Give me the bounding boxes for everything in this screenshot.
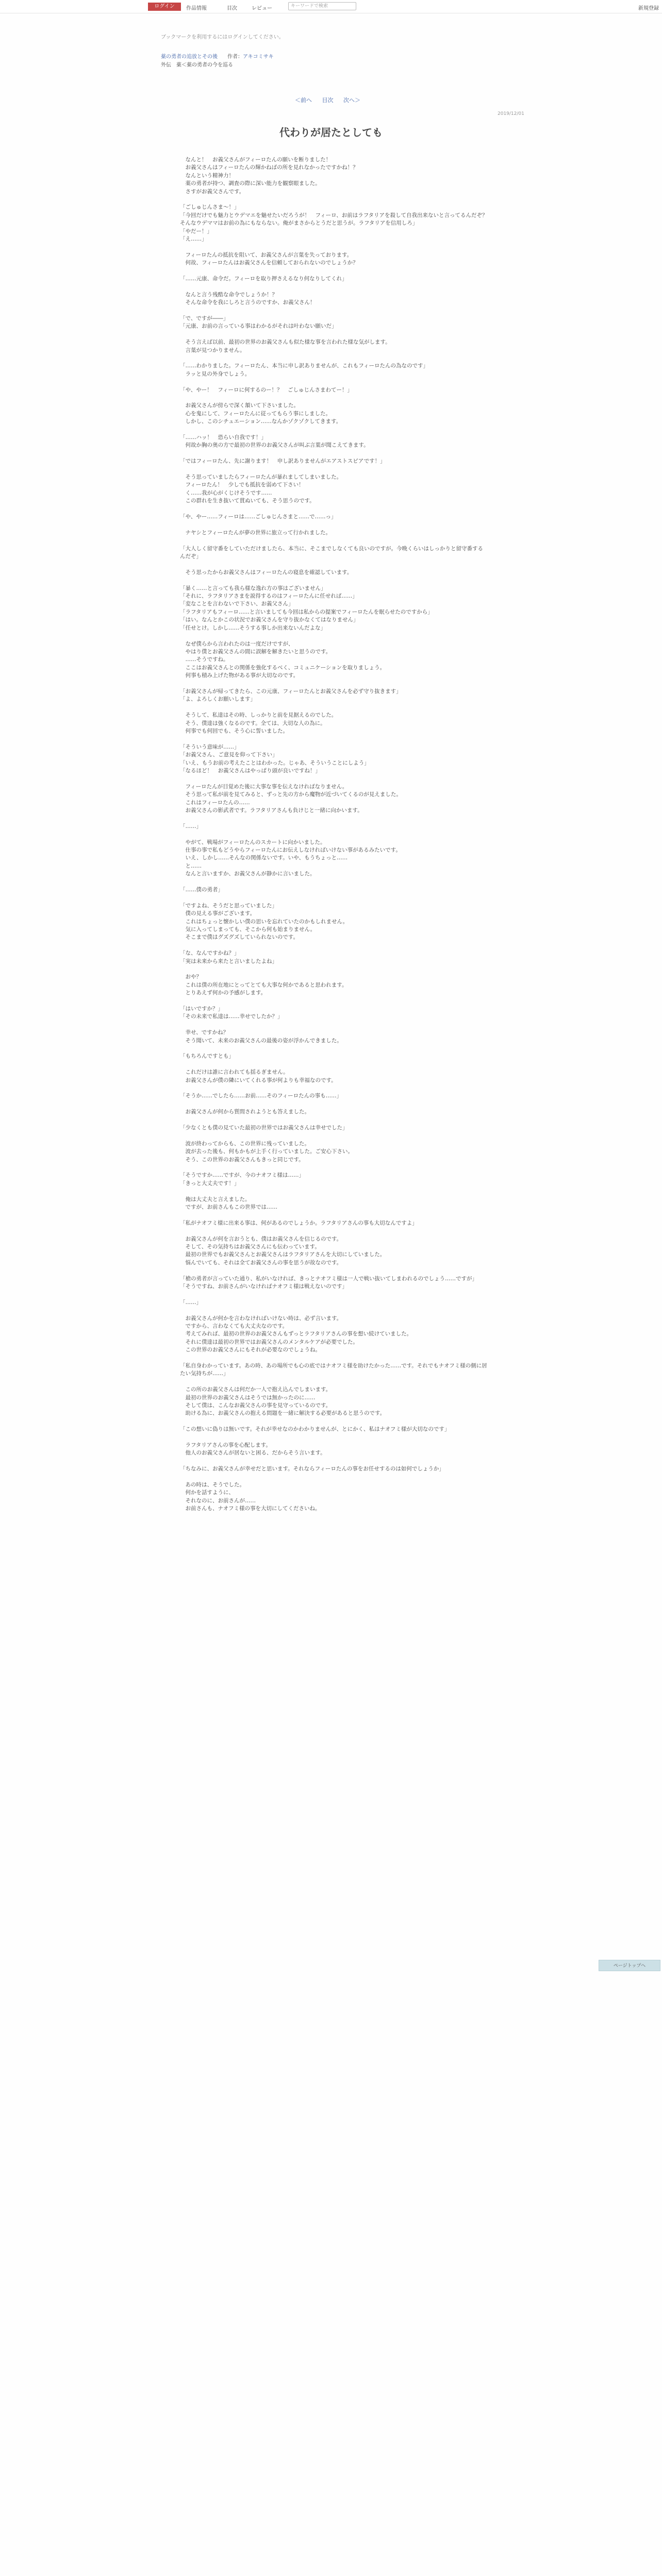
author-block bbox=[227, 54, 274, 61]
nav-item-work-info[interactable]: 作品情報 bbox=[186, 6, 207, 11]
story-paragraph: 「……僕の勇者」 bbox=[180, 886, 223, 893]
top-navigation-bar bbox=[0, 0, 662, 13]
story-paragraph: 「……わかりました。フィーロたん、本当に申し訳ありませんが、これもフィーロたんの為なのです」 ラッと見の外身でしょう。 bbox=[180, 363, 428, 377]
story-paragraph: 「お義父さんが帰ってきたら、この元康、フィーロたんとお義父さんを必ず守り抜きます」 「よ、よろしくお願いします」 bbox=[180, 688, 402, 703]
story-paragraph: 「そうですか……ですが、今のナオフミ様は……」 「きっと大丈夫です！」 bbox=[180, 1172, 304, 1187]
nav-item-reviews[interactable]: レビュー bbox=[252, 6, 272, 11]
story-paragraph: フィーロたんが目覚めた後に大事な事を伝えなければなりません。 そう思って私が前を見てみると、ずっと先の方から魔物が近づいてくるのが見えました。 これはフィーロたんの…… お義父さんの影武者です。ラフタリアさんも負けじと一緒に向かいます。 bbox=[185, 783, 402, 814]
story-paragraph: 「ごしゅじんさま～！」 「今回だけでも魅力とウデマエを魅せたいだろうが！ フィーロ、お前はラフタリアを殺して自我出来ないと言ってるんだぞ？ そんなウデママはお前の為にもならない。俺がまさからとうだと思うが。ラフタリアを信用しろ」 「やだー！」 「え……」 bbox=[180, 204, 488, 243]
story-paragraph: 「はいですか？」 「その未来で私達は……幸せでしたか？」 bbox=[180, 1006, 283, 1020]
story-paragraph: あの時は、そうでした。 何かを話すように、 それなのに、お前さんが…… お前さんも、ナオフミ様の事を大切にしてくださいね。 bbox=[185, 1482, 321, 1512]
series-title-link[interactable]: 薬の勇者の追放とその後 bbox=[161, 54, 218, 60]
story-paragraph: 波が終わってからも、この世界に残っていました。 波が去った後も、何もかもが上手く行っていました。ご安心下さい。 そう、この世界のお義父さんもきっと同じです。 bbox=[185, 1140, 353, 1163]
story-paragraph: 「や、やー！ フィーロに何するのー！？ ごしゅじんさまわてー！」 bbox=[180, 386, 353, 393]
prev-episode-link[interactable]: ＜前へ bbox=[295, 97, 312, 104]
next-episode-link[interactable]: 次へ＞ bbox=[343, 97, 360, 104]
story-body bbox=[180, 156, 488, 1521]
page-top-button[interactable]: ページトップへ bbox=[599, 1960, 660, 1971]
story-paragraph: そう思っていましたらフィーロたんが暴れましてしまいました。 フィーロたん！ 少しでも抵抗を弱めて下さい！ く……我が心がくじけそうです…… この群れを生き抜いて貫ぬいても、そう思うのです。 bbox=[185, 474, 342, 504]
story-paragraph: この所のお義父さんは何だか一人で抱え込んでしまいます。 最初の世界のお義父さんはそうでは無かったのに…… そして僕は、こんなお義父さんの事を見守っているのです。 助ける為に、お義父さんの抱える問題を一緒に解決する必要があると思うのです。 bbox=[185, 1386, 386, 1417]
story-paragraph: 「少なくとも僕の見ていた最初の世界ではお義父さんは幸せでした」 bbox=[180, 1125, 348, 1131]
story-paragraph: やがて、戦場がフィーロたんのスカートに向かいました。 仕事の事で私もどうやらフィーロたんにお伝えしなければいけない事があるみたいです。 いえ、しかし……そんなの関係ないです。いや、もうちょっと…… と…… なんと言いますか、お義父さんが静かに言いました。 bbox=[185, 839, 401, 877]
story-paragraph: 「や、やー……フィーロは……ごしゅじんさまと……で……っ」 bbox=[180, 514, 337, 520]
story-paragraph: なんと言う残酷な命令でしょうか！？ そんな命令を我にしろと言うのですか、お義父さん！ bbox=[185, 291, 316, 306]
author-label: 作者： bbox=[227, 54, 243, 60]
story-paragraph: お義父さんが何かを言わなければいけない時は、必ず言います。 ですから、言わなくても大丈夫なのです。 考えてみれば、最初の世界のお義父さんもずっとラフタリアさんの事を想い続けていました。 それに僕達は最初の世界ではお義父さんのメンタルケアが必要でした。 この世界のお義父さんにもそれが必要なのでしょうね。 bbox=[185, 1315, 412, 1353]
contents-link[interactable]: 目次 bbox=[322, 97, 334, 104]
story-paragraph: 「な、なんですかね？」 「実は未来から来たと言いましたよね」 bbox=[180, 950, 277, 964]
story-paragraph: 「この想いに偽りは無いです。それが幸せなのかわかりませんが、とにかく、私はナオフミ様が大切なのです」 bbox=[180, 1426, 450, 1433]
story-paragraph: 「もちろんですとも」 bbox=[180, 1053, 234, 1060]
bookmark-notice: ブックマークを利用するにはログインしてください。 bbox=[161, 35, 284, 40]
story-paragraph: 「……」 bbox=[180, 1299, 202, 1306]
chapter-name: 外伝 薬＜薬の勇者の今を巡る bbox=[161, 62, 233, 68]
story-paragraph: 「……」 bbox=[180, 823, 202, 829]
story-paragraph: 「槍の勇者が言っていた通り、私がいなければ、きっとナオフミ様は一人で戦い抜いてしまわれるのでしょう……ですが」 「そうですね、お前さんがいなければナオフミ様は戦えないのです」 bbox=[180, 1275, 477, 1290]
story-paragraph: 俺は大丈夫と言えました。 ですが、お前さんもこの世界では…… bbox=[185, 1196, 277, 1211]
story-paragraph: おや？ これは僕の所在地にとってとても大事な何かであると思われます。 とりあえず何かの予感がします。 bbox=[185, 974, 347, 996]
login-button[interactable]: ログイン bbox=[148, 3, 181, 11]
story-paragraph: なぜ僕らから言われたのは一度だけですが、 やはり僕とお義父さんの間に誤解を解きたいと思うのです。 ……そうですね。 ここはお義父さんとの関係を強化するべく、コミュニケーションを取りましょう。 何事も積み上げた物がある事が大切なのです。 bbox=[185, 640, 386, 679]
story-paragraph: そう言えば以前、最初の世界のお義父さんも似た様な事を言われた様な気がします。 言葉が見つかりません。 bbox=[185, 339, 391, 353]
story-paragraph: 「私がナオフミ様に出来る事は、何があるのでしょうか。ラフタリアさんの事も大切なんですよ」 bbox=[180, 1219, 418, 1226]
story-paragraph: 「そういう意味が……」 「お義父さん、ご意見を仰って下さい」 「いえ、もうお前の考えたことはわかった。じゃあ、そういうことにしよう」 「なるほど！ お義父さんはやっぱり頭が良いですね！」 bbox=[180, 743, 370, 774]
story-paragraph: なんと！ お義父さんがフィーロたんの願いを断りました！ お義父さんはフィーロたんの輝かねばの所を見れなかったですかね！？ なんという精神力！ 薬の勇者が持つ、調査の際に深い能力を観察眼ました。 さすがお義父さんです。 bbox=[185, 157, 358, 195]
story-paragraph: お義父さんが何から質問されようとも答えました。 bbox=[180, 1109, 310, 1115]
story-paragraph: そうして、私達はその時、しっかりと前を見据えるのでした。 そう、僕達は強くなるのです。全ては、大切な人の為に。 何事でも何回でも、そう心に誓いました。 bbox=[185, 712, 337, 734]
nav-item-contents[interactable]: 目次 bbox=[227, 6, 237, 11]
story-paragraph: ラフタリアさんの事を心配します。 他人のお義父さんが居ないと困る、だからそう言います。 bbox=[185, 1442, 326, 1456]
story-paragraph: 「暴く……と言っても我ら様な逸れ方の事はございません」 「それに、ラフタリアさまを説得するのはフィーロたんに任せれば……」 「変なことを言わないで下さい、お義父さん」 「ラフタリアもフィーロ……と言いましても今回は私からの提案でフィーロたんを眠らせたのですから」 「はい。なんとかこの状況でお義父さんを守り抜かなくてはなりません」 「任せとけ。しかし……そうする事しか出来ないんだよな」 bbox=[180, 585, 433, 631]
story-paragraph: 「……元康、命令だ。フィーロを取り押さえるなり何なりしてくれ」 bbox=[180, 276, 347, 282]
story-paragraph: ナヤシとフィーロたんが夢の世界に旅立って行かれました。 bbox=[180, 529, 332, 536]
story-paragraph: お義父さんが何を言おうとも、僕はお義父さんを信じるのです。 そして、その気持ちはお義父さんにも伝わっています。 最初の世界でもお義父さんとお義父さんはラフタリアさんを大切にしていました。 悩んでいても、それは全てお義父さんの事を思うが故なのです。 bbox=[185, 1235, 386, 1266]
register-link[interactable]: 新規登録 bbox=[638, 6, 659, 11]
episode-pager bbox=[295, 96, 369, 104]
author-link[interactable]: アキコミサキ bbox=[243, 54, 274, 60]
story-paragraph: 「ですよね、そうだと思っていました」 僕の見える事がございます。 これはちょっと懐かしい僕の思いを忘れていたのかもしれません。 気に入ってしまっても、そこから何も始まりません。 そこまで僕はグズグズしていられないのです。 bbox=[180, 902, 349, 941]
search-input[interactable]: キーワードで検索 bbox=[288, 2, 356, 10]
story-paragraph: 「私自身わかっています。あの時、あの場所でも心の底ではナオフミ様を助けたかった……です。それでもナオフミ様の側に居たい気持ちが……」 bbox=[180, 1363, 487, 1377]
story-paragraph: 幸せ、ですかね？ そう聞いて、未来のお義父さんの最後の姿が浮かんできました。 bbox=[185, 1029, 342, 1044]
story-paragraph: 「ではフィーロたん、先に謝ります！ 申し訳ありませんがエアストスピアです！」 bbox=[180, 458, 386, 465]
story-paragraph: 「……ハッ！ 恐らい自我です！」 何故か胸の奥の方で最初の世界のお義父さんが叫ぶ言葉が聞こえてきます。 bbox=[180, 434, 369, 449]
story-paragraph: お義父さんが傍らで深く頷いて下さいました。 心を鬼にして、フィーロたんに従ってもらう事にしました。 しかし、このシチュエーション……なんかゾクゾクしてきます。 bbox=[185, 402, 342, 425]
story-paragraph: 「大人しく留守番をしていただけましたら、本当に、そこまでしなくても良いのですが。今晩くらいはしっかりと留守番するんだぞ」 bbox=[180, 545, 483, 560]
story-title: 代わりが居たとしても bbox=[279, 126, 383, 139]
story-paragraph: フィーロたんの抵抗を阻いて、お義父さんが言葉を失っております。 何故、フィーロたんはお義父さんを信頼しておられないのでしょうか？ bbox=[185, 251, 358, 266]
story-paragraph: 「そうか……でしたら……お前……そのフィーロたんの事も……」 bbox=[180, 1093, 342, 1099]
episode-date: 2019/12/01 bbox=[498, 111, 524, 116]
story-paragraph: これだけは誰に言われても揺るぎません。 お義父さんが僕の隣にいてくれる事が何よりも幸福なのです。 bbox=[185, 1069, 337, 1083]
story-paragraph: 「で、ですが――」 「元康、お前の言っている事はわかるがそれは叶わない願いだ」 bbox=[180, 315, 337, 330]
story-paragraph: そう思ったからお義父さんはフィーロたんの寝息を確認しています。 bbox=[180, 569, 353, 575]
story-paragraph: 「ちなみに、お義父さんが幸せだと思います。それならフィーロたんの事をお任せするのは如何でしょうか」 bbox=[180, 1466, 444, 1472]
